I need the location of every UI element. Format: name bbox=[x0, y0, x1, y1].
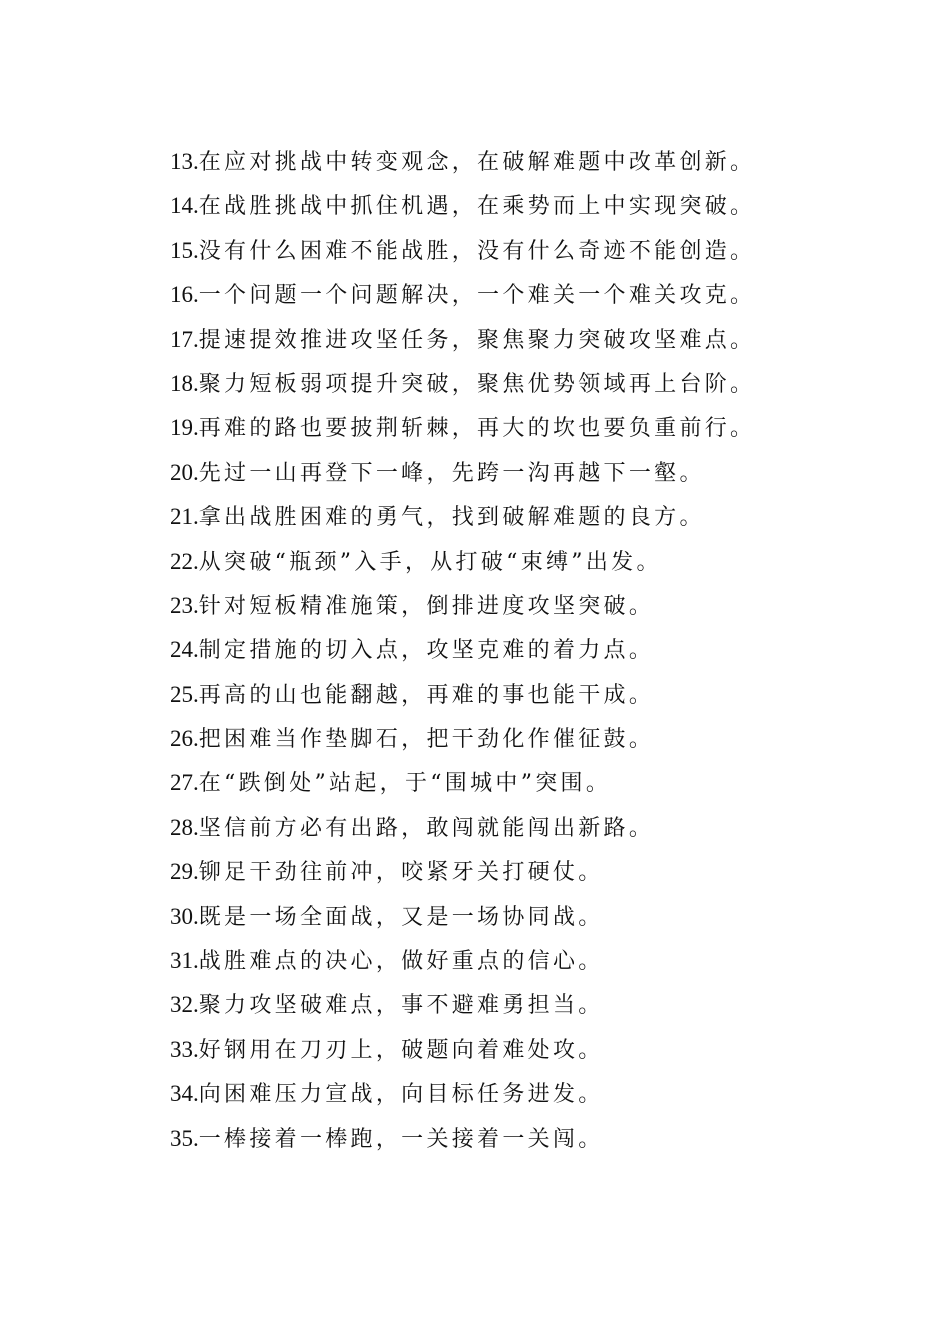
list-item bbox=[170, 939, 930, 983]
list-item bbox=[170, 806, 930, 850]
item-number: 26. bbox=[170, 726, 199, 752]
list-item bbox=[170, 451, 930, 495]
list-item bbox=[170, 229, 930, 273]
item-text: 在“跌倒处”站起，于“围城中”突围。 bbox=[198, 771, 612, 797]
item-number: 13. bbox=[170, 149, 199, 174]
list-item bbox=[170, 628, 930, 672]
item-text: 坚信前方必有出路，敢闯就能闯出新路。 bbox=[198, 815, 655, 841]
list-item bbox=[170, 184, 930, 228]
item-number: 17. bbox=[170, 326, 199, 352]
list-item bbox=[170, 495, 930, 539]
list-item bbox=[170, 1028, 930, 1072]
item-number: 25. bbox=[170, 681, 199, 707]
list-item bbox=[170, 673, 930, 717]
list-item bbox=[170, 273, 930, 317]
item-text: 一个问题一个问题解决，一个难关一个难关攻克。 bbox=[198, 283, 756, 309]
list-item bbox=[170, 540, 930, 584]
item-number: 21. bbox=[170, 504, 199, 530]
item-text: 没有什么困难不能战胜，没有什么奇迹不能创造。 bbox=[198, 238, 756, 264]
item-number: 27. bbox=[170, 770, 199, 796]
list-item bbox=[170, 717, 930, 761]
item-text: 一棒接着一棒跑，一关接着一关闯。 bbox=[198, 1126, 604, 1152]
item-text: 聚力攻坚破难点，事不避难勇担当。 bbox=[198, 993, 604, 1019]
item-number: 16. bbox=[170, 282, 199, 308]
item-text: 铆足干劲往前冲，咬紧牙关打硬仗。 bbox=[198, 860, 604, 886]
item-number: 32. bbox=[170, 992, 199, 1018]
list-item bbox=[170, 318, 930, 362]
list-item bbox=[170, 362, 930, 406]
item-number: 14. bbox=[170, 193, 199, 219]
item-number: 31. bbox=[170, 948, 199, 974]
item-text: 在应对挑战中转变观念，在破解难题中改革创新。 bbox=[198, 150, 756, 175]
list-item bbox=[170, 406, 930, 450]
item-number: 19. bbox=[170, 415, 199, 441]
item-text: 战胜难点的决心，做好重点的信心。 bbox=[198, 949, 604, 975]
item-number: 33. bbox=[170, 1036, 199, 1062]
list-item bbox=[170, 1072, 930, 1116]
item-text: 好钢用在刀刃上，破题向着难处攻。 bbox=[198, 1037, 604, 1063]
list-item bbox=[170, 895, 930, 939]
item-number: 29. bbox=[170, 859, 199, 885]
list-item bbox=[170, 761, 930, 805]
item-text: 制定措施的切入点，攻坚克难的着力点。 bbox=[198, 638, 655, 664]
item-text: 再难的路也要披荆斩棘，再大的坎也要负重前行。 bbox=[198, 416, 756, 442]
item-text: 提速提效推进攻坚任务，聚焦聚力突破攻坚难点。 bbox=[198, 327, 756, 353]
list-item bbox=[170, 584, 930, 628]
item-number: 18. bbox=[170, 370, 199, 396]
list-item bbox=[170, 983, 930, 1027]
item-number: 35. bbox=[170, 1125, 199, 1151]
list-item bbox=[170, 1117, 930, 1161]
item-number: 34. bbox=[170, 1081, 199, 1107]
item-number: 30. bbox=[170, 903, 199, 929]
item-number: 23. bbox=[170, 592, 199, 618]
item-text: 再高的山也能翻越，再难的事也能干成。 bbox=[198, 682, 655, 708]
item-text: 从突破“瓶颈”入手，从打破“束缚”出发。 bbox=[198, 549, 662, 575]
item-number: 20. bbox=[170, 459, 199, 485]
item-text: 聚力短板弱项提升突破，聚焦优势领域再上台阶。 bbox=[198, 371, 756, 397]
item-number: 24. bbox=[170, 637, 199, 663]
item-number: 22. bbox=[170, 548, 199, 574]
item-text: 在战胜挑战中抓住机遇，在乘势而上中实现突破。 bbox=[198, 194, 756, 220]
item-number: 15. bbox=[170, 237, 199, 263]
item-text: 把困难当作垫脚石，把干劲化作催征鼓。 bbox=[198, 727, 655, 753]
item-number: 28. bbox=[170, 814, 199, 840]
numbered-list bbox=[170, 140, 930, 1161]
item-text: 先过一山再登下一峰，先跨一沟再越下一壑。 bbox=[198, 460, 705, 486]
item-text: 拿出战胜困难的勇气，找到破解难题的良方。 bbox=[198, 505, 705, 531]
list-item bbox=[170, 140, 930, 184]
item-text: 向困难压力宣战，向目标任务进发。 bbox=[198, 1082, 604, 1108]
item-text: 既是一场全面战，又是一场协同战。 bbox=[198, 904, 604, 930]
list-item bbox=[170, 850, 930, 894]
item-text: 针对短板精准施策，倒排进度攻坚突破。 bbox=[198, 593, 655, 619]
